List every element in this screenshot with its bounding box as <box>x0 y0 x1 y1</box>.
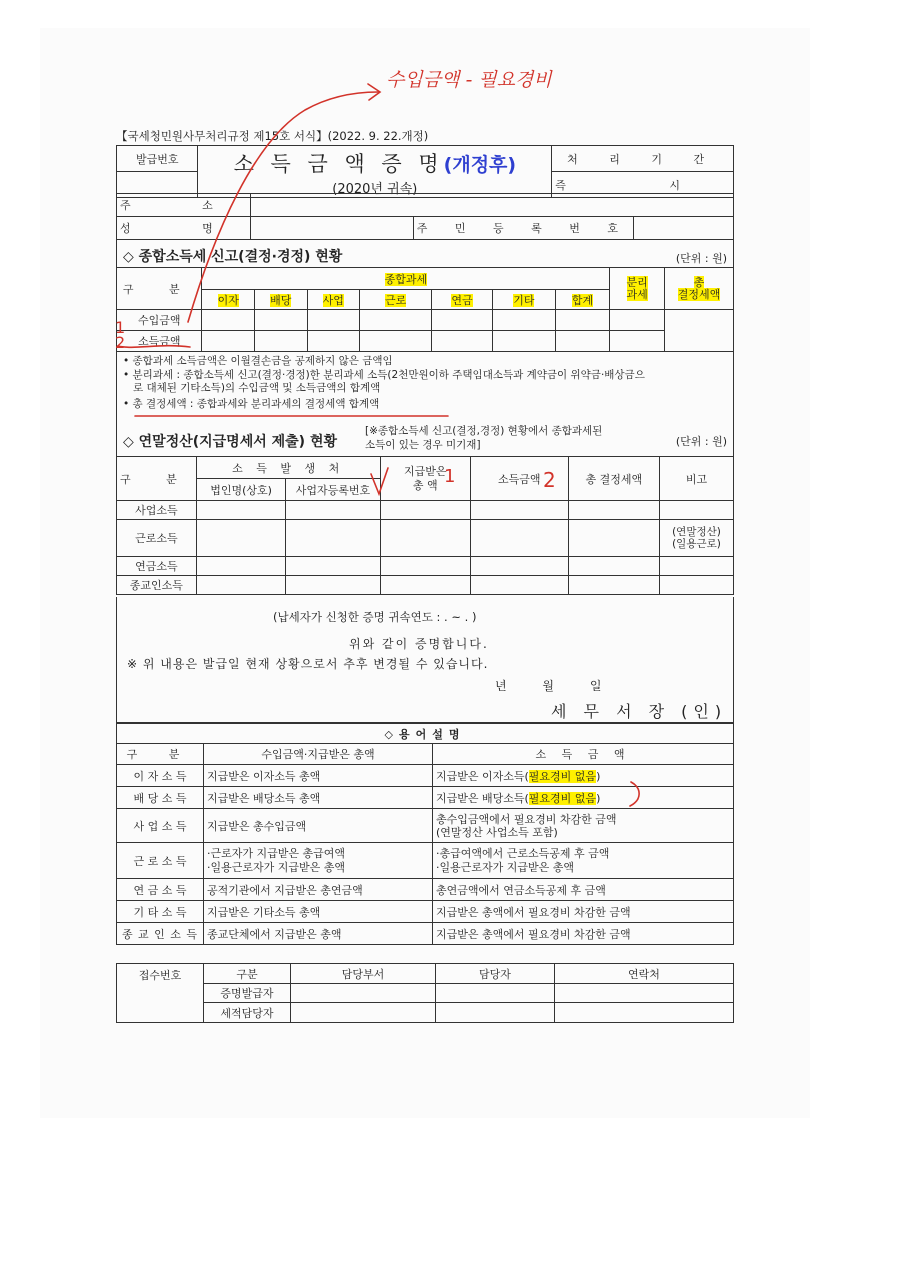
glossary-header-revenue: 수입금액·지급받은 총액 <box>204 744 433 765</box>
note-line: 로 대체된 기타소득)의 수입금액 및 소득금액의 합계액 <box>133 382 381 394</box>
cell[interactable] <box>470 557 568 576</box>
section1-table <box>116 267 734 352</box>
cell[interactable] <box>307 310 360 331</box>
section1-notes <box>116 352 734 424</box>
col-total <box>555 290 610 310</box>
glossary-type: 기 타 소 득 <box>117 901 204 923</box>
cell[interactable] <box>360 331 432 352</box>
glossary-income: 총수입금액에서 필요경비 차감한 금액 (연말정산 사업소득 포함) <box>433 809 734 843</box>
receipt-row-issuer: 증명발급자 <box>204 984 291 1003</box>
glossary-income: 지급받은 총액에서 필요경비 차감한 금액 <box>433 923 734 945</box>
processing-value: 즉 시 <box>552 172 734 198</box>
cell[interactable] <box>380 501 470 520</box>
separate-tax-label: 분리 과세 <box>626 275 648 301</box>
name-value[interactable] <box>250 217 413 240</box>
section1-gubun: 구 분 <box>117 268 202 310</box>
glossary-revenue: 지급받은 기타소득 총액 <box>204 901 433 923</box>
glossary-revenue: 공적기관에서 지급받은 총연금액 <box>204 879 433 901</box>
income-tail: ) <box>596 791 601 805</box>
cert-warning: ※ 위 내용은 발급일 현재 상황으로서 추후 변경될 수 있습니다. <box>127 657 489 671</box>
subtitle: (2020년 귀속) <box>332 182 418 197</box>
name-label: 성 명 <box>117 217 251 240</box>
section2-unit: (단위 : 원) <box>675 435 727 448</box>
glossary-income <box>433 765 734 787</box>
biz-no-header: 사업자등록번호 <box>286 479 380 501</box>
rrn-label: 주 민 등 록 번 호 <box>413 217 633 240</box>
receipt-row-registrar: 세적담당자 <box>204 1003 291 1023</box>
cell[interactable] <box>196 557 286 576</box>
cell[interactable] <box>286 520 380 557</box>
col-other-label: 기타 <box>513 293 535 307</box>
glossary-type: 배 당 소 득 <box>117 787 204 809</box>
cell[interactable] <box>568 557 659 576</box>
cell[interactable] <box>432 310 493 331</box>
cell[interactable] <box>202 310 255 331</box>
cert-period: (납세자가 신청한 증명 귀속연도 : . ~ . ) <box>273 610 477 624</box>
cell[interactable] <box>555 984 734 1003</box>
cell[interactable] <box>470 501 568 520</box>
cell[interactable] <box>568 501 659 520</box>
cell[interactable] <box>568 576 659 595</box>
annotation-mark-2b: 2 <box>543 468 556 492</box>
glossary-income: 지급받은 총액에서 필요경비 차감한 금액 <box>433 901 734 923</box>
note-line: • 종합과세 소득금액은 이월결손금을 공제하지 않은 금액임 <box>123 355 393 367</box>
group-label-cell <box>202 268 610 290</box>
annotation-mark-1: 1 <box>115 318 126 337</box>
glossary-type: 종 교 인 소 득 <box>117 923 204 945</box>
processing-label: 처 리 기 간 <box>552 146 734 172</box>
cell[interactable] <box>196 520 286 557</box>
title-table <box>116 145 734 198</box>
section2-table <box>116 456 734 595</box>
cell[interactable] <box>380 520 470 557</box>
cell[interactable] <box>664 310 733 352</box>
section1-header <box>116 239 734 267</box>
corp-name-header: 법인명(상호) <box>196 479 286 501</box>
glossary-revenue: 지급받은 이자소득 총액 <box>204 765 433 787</box>
receipt-header-contact: 연락처 <box>555 964 734 984</box>
cell[interactable] <box>492 310 555 331</box>
cell[interactable] <box>380 576 470 595</box>
cell[interactable] <box>255 331 308 352</box>
form-title: 소 득 금 액 증 명 <box>233 152 444 176</box>
identity-table <box>116 193 734 240</box>
receipt-no-label: 접수번호 <box>117 964 204 1023</box>
receipt-table <box>116 963 734 1023</box>
row-revenue-label: 수입금액 <box>117 310 202 331</box>
row-business: 사업소득 <box>117 501 197 520</box>
receipt-header-gubun: 구분 <box>204 964 291 984</box>
total-tax-header-2: 총 결정세액 <box>568 457 659 501</box>
col-interest <box>202 290 255 310</box>
cell[interactable] <box>555 1003 734 1023</box>
cell[interactable] <box>659 557 733 576</box>
annotation-top-note: 수입금액 - 필요경비 <box>386 69 552 91</box>
regulation-header: 【국세청민원사무처리규정 제15호 서식】(2022. 9. 22.개정) <box>116 129 429 143</box>
cell[interactable] <box>291 1003 436 1023</box>
address-value[interactable] <box>250 194 733 217</box>
section2-title: ◇ 연말정산(지급명세서 제출) 현황 <box>123 434 337 450</box>
paid-total-header: 지급받은 총 액 <box>380 457 470 501</box>
row-pension: 연금소득 <box>117 557 197 576</box>
income-highlight: 필요경비 없음 <box>528 769 597 783</box>
col-pension-label: 연금 <box>451 293 473 307</box>
cell[interactable] <box>436 1003 555 1023</box>
col-business <box>307 290 360 310</box>
title-suffix: (개정후) <box>443 154 517 176</box>
cell[interactable] <box>659 501 733 520</box>
cell[interactable] <box>380 557 470 576</box>
source-label: 소 득 발 생 처 <box>196 457 380 479</box>
col-dividend <box>255 290 308 310</box>
row-earned: 근로소득 <box>117 520 197 557</box>
cell[interactable] <box>202 331 255 352</box>
receipt-header-person: 담당자 <box>436 964 555 984</box>
certification-block <box>116 597 734 723</box>
note-line: • 총 결정세액 : 종합과세와 분리과세의 결정세액 합계액 <box>123 398 380 410</box>
cell[interactable] <box>659 576 733 595</box>
col-pension <box>432 290 493 310</box>
glossary-type: 사 업 소 득 <box>117 809 204 843</box>
cell[interactable] <box>610 310 665 331</box>
cell[interactable] <box>470 576 568 595</box>
col-total-label: 합계 <box>571 293 594 307</box>
title-cell <box>198 146 552 198</box>
cert-statement: 위와 같이 증명합니다. <box>349 637 489 651</box>
rrn-value[interactable] <box>634 217 734 240</box>
row-income-label: 소득금액 <box>117 331 202 352</box>
cell[interactable] <box>286 501 380 520</box>
glossary-revenue: ·근로자가 지급받은 총급여액 ·일용근로자가 지급받은 총액 <box>204 843 433 879</box>
income-text: 지급받은 이자소득( <box>436 769 529 783</box>
cell[interactable] <box>255 310 308 331</box>
remark-earned: (연말정산) (일용근로) <box>659 520 733 557</box>
annotation-mark-2: 2 <box>115 333 126 352</box>
receipt-header-dept: 담당부서 <box>291 964 436 984</box>
glossary-type: 근 로 소 득 <box>117 843 204 879</box>
cell[interactable] <box>196 576 286 595</box>
income-amount-header: 소득금액 <box>470 457 568 501</box>
glossary-header-type: 구 분 <box>117 744 204 765</box>
glossary-income: ·총급여액에서 근로소득공제 후 금액 ·일용근로자가 지급받은 총액 <box>433 843 734 879</box>
glossary-income <box>433 787 734 809</box>
cell[interactable] <box>610 331 665 352</box>
issue-no-label: 발급번호 <box>117 146 198 172</box>
col-dividend-label: 배당 <box>270 293 292 307</box>
cell[interactable] <box>492 331 555 352</box>
cell[interactable] <box>307 331 360 352</box>
col-earned-label: 근로 <box>384 293 407 307</box>
section1-title: ◇ 종합소득세 신고(결정·경정) 현황 <box>123 249 343 265</box>
cell[interactable] <box>286 576 380 595</box>
section2-gubun: 구 분 <box>117 457 197 501</box>
glossary-income: 총연금액에서 연금소득공제 후 금액 <box>433 879 734 901</box>
cell[interactable] <box>196 501 286 520</box>
remark-header: 비고 <box>659 457 733 501</box>
section2-header <box>116 424 734 456</box>
glossary-revenue: 지급받은 배당소득 총액 <box>204 787 433 809</box>
col-business-label: 사업 <box>322 293 344 307</box>
cell[interactable] <box>286 557 380 576</box>
group-label: 종합과세 <box>384 272 428 286</box>
glossary-type: 이 자 소 득 <box>117 765 204 787</box>
cell[interactable] <box>436 984 555 1003</box>
cell[interactable] <box>470 520 568 557</box>
note-line: • 분리과세 : 종합소득세 신고(결정·경정)한 분리과세 소득(2천만원이하 주택임대소득과 계약금이 위약금·배상금으 <box>123 369 645 381</box>
glossary-type: 연 금 소 득 <box>117 879 204 901</box>
cell[interactable] <box>555 310 610 331</box>
col-earned <box>360 290 432 310</box>
total-tax-label: 총 결정세액 <box>677 275 721 301</box>
address-label: 주 소 <box>117 194 251 217</box>
col-interest-label: 이자 <box>217 293 239 307</box>
glossary-revenue: 종교단체에서 지급받은 총액 <box>204 923 433 945</box>
section1-unit: (단위 : 원) <box>675 252 727 265</box>
income-text: 지급받은 배당소득( <box>436 791 529 805</box>
income-highlight: 필요경비 없음 <box>528 791 597 805</box>
cell[interactable] <box>360 310 432 331</box>
row-religious: 종교인소득 <box>117 576 197 595</box>
glossary-title: ◇용어설명 <box>117 724 734 744</box>
glossary-table <box>116 723 734 945</box>
cert-authority: 세 무 서 장 (인) <box>551 702 728 721</box>
glossary-header-income: 소 득 금 액 <box>433 744 734 765</box>
col-other <box>492 290 555 310</box>
annotation-mark-1b: 1 <box>444 466 456 487</box>
cell[interactable] <box>555 331 610 352</box>
cell[interactable] <box>568 520 659 557</box>
total-tax-header <box>664 268 733 310</box>
cell[interactable] <box>291 984 436 1003</box>
cert-date: 년 월 일 <box>495 679 618 693</box>
income-tail: ) <box>596 769 601 783</box>
cell[interactable] <box>432 331 493 352</box>
glossary-revenue: 지급받은 총수입금액 <box>204 809 433 843</box>
separate-tax-header <box>610 268 665 310</box>
section2-note: [※종합소득세 신고(결정,경정) 현황에서 종합과세된 소득이 있는 경우 미기재] <box>365 425 603 451</box>
